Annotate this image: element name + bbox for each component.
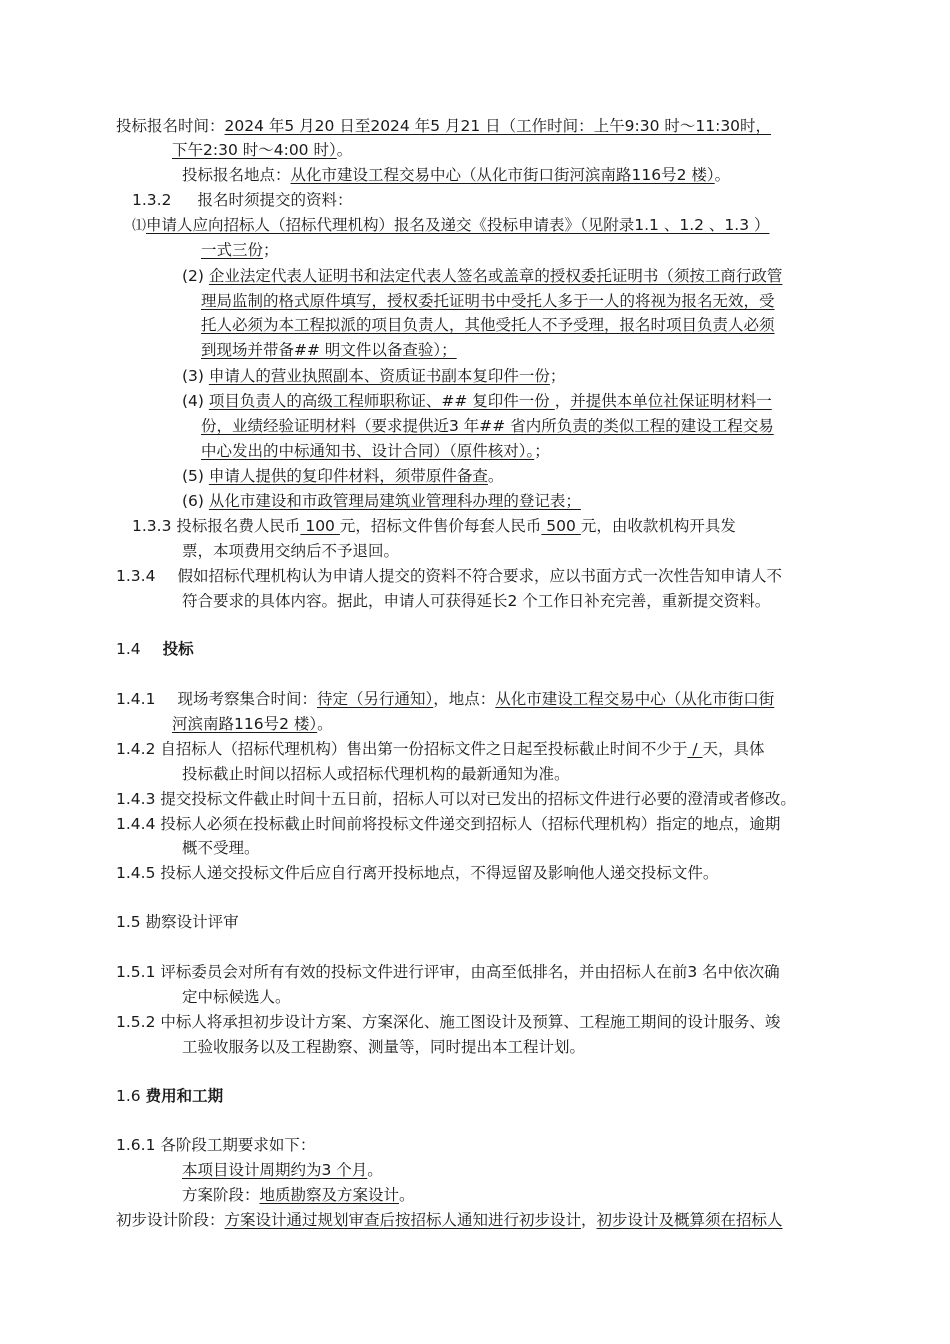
item-2-text: 企业法定代表人证明书和法定代表人签名或盖章的授权委托证明书（须按工商行政管 bbox=[208, 267, 783, 285]
section-1-6-1 bbox=[116, 1135, 315, 1155]
section-number: 1.4.4 bbox=[116, 815, 156, 833]
section-text: 报名时须提交的资料： bbox=[197, 191, 353, 209]
item-number: ⑴ bbox=[132, 218, 146, 234]
punct: 。 bbox=[714, 166, 731, 184]
section-text: 现场考察集合时间： bbox=[177, 690, 317, 708]
item-5-text: 申请人提供的复印件材料，须带原件备查 bbox=[208, 467, 488, 485]
section-text: 投标报名费人民币 bbox=[176, 517, 301, 535]
section-text: 投标截止时间以招标人或招标代理机构的最新通知为准。 bbox=[182, 765, 570, 783]
section-number: 1.4.5 bbox=[116, 864, 156, 882]
section-number: 1.5.2 bbox=[116, 1013, 156, 1031]
item-number: (4) bbox=[182, 392, 209, 410]
punct: 。 bbox=[487, 467, 504, 485]
section-text: 符合要求的具体内容。据此，申请人可获得延长2 个工作日补充完善，重新提交资料。 bbox=[182, 592, 771, 610]
section-1-4-1-line2 bbox=[172, 714, 333, 734]
section-1-3-4-line2 bbox=[182, 591, 770, 611]
section-text: 各阶段工期要求如下： bbox=[160, 1136, 316, 1154]
section-1-4-2-line2 bbox=[182, 764, 570, 784]
item-5 bbox=[182, 466, 503, 486]
section-number: 1.4.1 bbox=[116, 690, 156, 708]
section-number: 1.3.4 bbox=[116, 567, 156, 585]
registration-place-value: 从化市建设工程交易中心（从化市街口街河滨南路116号2 楼） bbox=[290, 166, 715, 184]
punct: 。 bbox=[399, 1186, 415, 1204]
design-period-line bbox=[182, 1160, 383, 1180]
registration-time-value: 2024 年5 月20 日至2024 年5 月21 日（工作时间：上午9:30 时～11:30时， bbox=[224, 117, 772, 135]
section-number: 1.3.3 bbox=[132, 517, 172, 535]
section-text: 工验收服务以及工程勘察、测量等，同时提出本工程计划。 bbox=[182, 1038, 586, 1056]
site-visit-time: 待定（另行通知） bbox=[316, 690, 434, 708]
document-price: 500 bbox=[541, 517, 581, 535]
section-text: 天，具体 bbox=[702, 740, 765, 758]
section-1-3-3-line1 bbox=[132, 516, 736, 536]
section-text: 元，招标文件售价每套人民币 bbox=[339, 517, 542, 535]
section-text: 投标人必须在投标截止时间前将投标文件递交到招标人（招标代理机构）指定的地点，逾期 bbox=[160, 815, 781, 833]
item-4-line2 bbox=[201, 416, 774, 436]
item-4-text-b: 并提供本单位社保证明材料一 bbox=[570, 392, 772, 410]
item-4-text-cont: 中心发出的中标通知书、设计合同）（原件核对）。 bbox=[201, 442, 535, 460]
section-1-5-1-line1 bbox=[116, 962, 780, 982]
punct: 。 bbox=[317, 715, 333, 733]
registration-time-value-cont: 下午2:30 时～4:00 时） bbox=[172, 141, 337, 159]
section-1-5-2-line1 bbox=[116, 1012, 780, 1032]
item-number: (6) bbox=[182, 492, 209, 510]
preliminary-phase-value-b: 初步设计及概算须在招标人 bbox=[596, 1211, 783, 1229]
heading-title: 投标 bbox=[162, 640, 194, 658]
section-1-4-3 bbox=[116, 789, 796, 809]
section-1-5-1-line2 bbox=[182, 987, 291, 1007]
scheme-phase-label: 方案阶段： bbox=[182, 1186, 260, 1204]
section-text: 概不受理。 bbox=[182, 839, 260, 857]
punct: ， bbox=[581, 1211, 597, 1229]
item-2-line1 bbox=[182, 266, 782, 286]
item-2-line2 bbox=[201, 291, 775, 311]
item-4-text: 项目负责人的高级工程师职称证、## 复印件一份 bbox=[208, 392, 555, 410]
punct: ， bbox=[554, 392, 571, 410]
item-2-text-cont: 理局监制的格式原件填写，授权委托证明书中受托人多于一人的将视为报名无效，受 bbox=[201, 292, 775, 310]
item-1-text: 申请人应向招标人（招标代理机构）报名及递交《投标申请表》（见附录1.1 、1.2 、1.3 ） bbox=[146, 216, 770, 234]
heading-title: 费用和工期 bbox=[145, 1087, 224, 1105]
design-period: 本项目设计周期约为3 个月 bbox=[182, 1161, 368, 1179]
site-visit-place: 从化市建设工程交易中心（从化市街口街 bbox=[495, 690, 775, 708]
heading-number: 1.5 bbox=[116, 913, 141, 931]
heading-1-6 bbox=[116, 1086, 223, 1106]
item-6 bbox=[182, 491, 581, 511]
section-text: ，地点： bbox=[433, 690, 496, 708]
item-4-text-cont: 份，业绩经验证明材料（要求提供近3 年## 省内所负责的类似工程的建设工程交易 bbox=[201, 417, 774, 435]
section-1-3-4-line1 bbox=[116, 566, 782, 586]
heading-1-4 bbox=[116, 639, 194, 659]
heading-number: 1.4 bbox=[116, 640, 141, 658]
registration-place-line bbox=[182, 165, 730, 185]
item-2-text-cont: 到现场并带备## 明文件以备查验）； bbox=[201, 341, 457, 359]
section-text: 中标人将承担初步设计方案、方案深化、施工图设计及预算、工程施工期间的设计服务、竣 bbox=[160, 1013, 781, 1031]
item-3-text: 申请人的营业执照副本、资质证书副本复印件一份 bbox=[208, 367, 550, 385]
heading-1-5 bbox=[116, 912, 239, 932]
heading-title: 勘察设计评审 bbox=[145, 913, 239, 931]
section-1-3-2 bbox=[132, 190, 352, 210]
registration-time-line1 bbox=[116, 116, 771, 136]
section-1-4-4-line1 bbox=[116, 814, 780, 834]
item-2-text-cont: 托人必须为本工程拟派的项目负责人，其他受托人不予受理，报名时项目负责人必须 bbox=[201, 316, 775, 334]
punct: ； bbox=[549, 367, 566, 385]
section-1-5-2-line2 bbox=[182, 1037, 585, 1057]
punct: ； bbox=[263, 241, 279, 259]
section-number: 1.6.1 bbox=[116, 1136, 156, 1154]
section-1-4-1-line1 bbox=[116, 689, 774, 709]
section-text: 元，由收款机构开具发 bbox=[580, 517, 736, 535]
preliminary-phase-value: 方案设计通过规划审查后按招标人通知进行初步设计 bbox=[224, 1211, 582, 1229]
preliminary-phase-line bbox=[116, 1210, 783, 1230]
section-1-4-4-line2 bbox=[182, 838, 260, 858]
item-4-line1 bbox=[182, 391, 772, 411]
section-number: 1.5.1 bbox=[116, 963, 156, 981]
section-1-4-5 bbox=[116, 863, 718, 883]
scheme-phase-value: 地质勘察及方案设计 bbox=[259, 1186, 400, 1204]
site-visit-place-cont: 河滨南路116号2 楼） bbox=[172, 715, 318, 733]
item-number: (5) bbox=[182, 467, 209, 485]
section-text: 投标人递交投标文件后应自行离开投标地点，不得逗留及影响他人递交投标文件。 bbox=[160, 864, 719, 882]
item-2-line4 bbox=[201, 340, 457, 360]
section-1-4-2-line1 bbox=[116, 739, 765, 759]
preliminary-phase-label: 初步设计阶段： bbox=[116, 1211, 225, 1229]
registration-time-label: 投标报名时间： bbox=[116, 117, 225, 135]
item-number: (2) bbox=[182, 267, 209, 285]
registration-place-label: 投标报名地点： bbox=[182, 166, 291, 184]
item-3 bbox=[182, 366, 565, 386]
min-days: / bbox=[687, 740, 703, 758]
section-text: 假如招标代理机构认为申请人提交的资料不符合要求，应以书面方式一次性告知申请人不 bbox=[177, 567, 782, 585]
scheme-phase-line bbox=[182, 1185, 415, 1205]
registration-fee: 100 bbox=[300, 517, 340, 535]
section-1-3-3-line2 bbox=[182, 541, 399, 561]
heading-number: 1.6 bbox=[116, 1087, 141, 1105]
registration-time-line2 bbox=[172, 140, 352, 160]
item-2-line3 bbox=[201, 315, 775, 335]
section-number: 1.4.3 bbox=[116, 790, 156, 808]
section-text: 票，本项费用交纳后不予退回。 bbox=[182, 542, 400, 560]
item-1-text-cont: 一式三份 bbox=[201, 241, 264, 259]
punct: ； bbox=[534, 442, 550, 460]
item-1-line2 bbox=[201, 240, 279, 260]
section-number: 1.4.2 bbox=[116, 740, 156, 758]
item-number: (3) bbox=[182, 367, 209, 385]
item-4-line3 bbox=[201, 441, 550, 461]
section-text: 定中标候选人。 bbox=[182, 988, 291, 1006]
section-text: 提交投标文件截止时间十五日前，招标人可以对已发出的招标文件进行必要的澄清或者修改。 bbox=[160, 790, 796, 808]
section-number: 1.3.2 bbox=[132, 191, 172, 209]
punct: 。 bbox=[336, 141, 353, 159]
item-6-text: 从化市建设和市政管理局建筑业管理科办理的登记表； bbox=[208, 492, 581, 510]
section-text: 自招标人（招标代理机构）售出第一份招标文件之日起至投标截止时间不少于 bbox=[160, 740, 688, 758]
punct: 。 bbox=[367, 1161, 383, 1179]
item-1-line1 bbox=[132, 215, 769, 236]
section-text: 评标委员会对所有有效的投标文件进行评审，由高至低排名，并由招标人在前3 名中依次确 bbox=[160, 963, 780, 981]
